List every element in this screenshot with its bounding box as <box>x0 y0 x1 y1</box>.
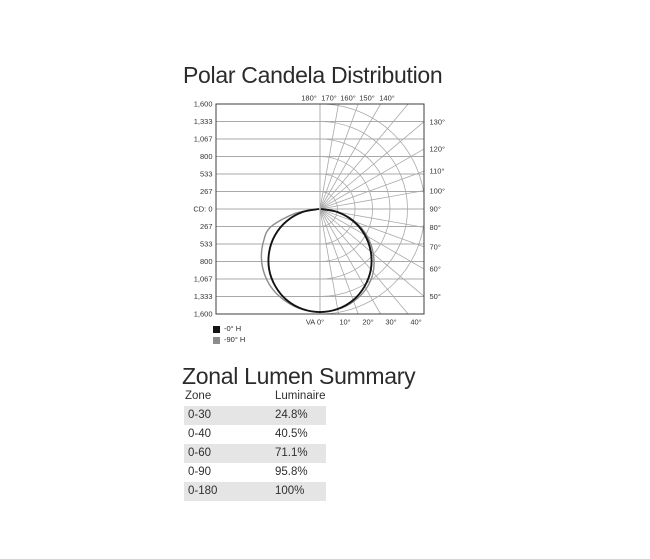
angle-tick-label: 160° <box>340 95 356 103</box>
zone-cell: 0-40 <box>188 428 212 440</box>
legend-swatch-0h <box>213 326 220 333</box>
angle-tick-label: VA 0° <box>305 317 325 327</box>
angle-tick-label: 30° <box>385 317 397 327</box>
radial-tick-label: 1,600 <box>193 309 213 319</box>
radial-tick-label: 800 <box>199 152 213 162</box>
table-row <box>184 482 326 501</box>
radial-tick-label: 533 <box>199 169 213 179</box>
angle-tick-label: 120° <box>429 144 446 154</box>
zone-cell: 0-30 <box>188 409 212 421</box>
angle-tick-label: 80° <box>429 222 441 232</box>
legend-item <box>213 324 245 334</box>
angle-tick-label: 60° <box>429 264 441 274</box>
radial-tick-label: 800 <box>199 257 213 267</box>
angle-tick-label: 100° <box>429 186 446 196</box>
polar-chart-title: Polar Candela Distribution <box>183 62 443 88</box>
zone-cell: 0-180 <box>188 485 218 497</box>
zonal-lumen-table <box>184 388 326 501</box>
column-header: Luminaire <box>275 390 326 402</box>
zonal-lumen-title: Zonal Lumen Summary <box>182 363 416 389</box>
angle-tick-label: 50° <box>429 291 441 301</box>
luminaire-cell: 95.8% <box>275 466 308 478</box>
angle-tick-label: 10° <box>339 317 351 327</box>
angle-tick-label: 110° <box>429 166 445 176</box>
radial-tick-label: 533 <box>199 239 213 249</box>
angle-tick-label: 90° <box>429 204 441 214</box>
table-row <box>184 406 326 425</box>
angle-tick-label: 180° <box>301 95 317 103</box>
angle-tick-label: 40° <box>410 317 422 327</box>
angle-tick-label: 130° <box>429 117 446 127</box>
radial-tick-label: 1,333 <box>193 292 213 302</box>
luminaire-cell: 40.5% <box>275 428 308 440</box>
angle-tick-label: 20° <box>362 317 374 327</box>
angle-tick-label: 150° <box>359 95 375 103</box>
legend-item <box>213 335 245 345</box>
radial-tick-label: 1,600 <box>193 99 213 109</box>
luminaire-cell: 71.1% <box>275 447 308 459</box>
polar-candela-chart <box>180 95 460 350</box>
angle-tick-label: 140° <box>379 95 395 103</box>
radial-tick-label: 1,067 <box>193 274 213 284</box>
table-row <box>184 463 326 482</box>
radial-tick-label: 1,333 <box>193 117 213 127</box>
table-row <box>184 425 326 444</box>
table-header-row <box>184 388 326 406</box>
radial-tick-label: CD: 0 <box>193 204 213 214</box>
legend-label: -90° H <box>224 335 246 344</box>
radial-tick-label: 267 <box>199 187 213 197</box>
legend-swatch-90h <box>213 337 220 344</box>
angle-tick-label: 70° <box>429 242 441 252</box>
radial-tick-label: 1,067 <box>193 134 213 144</box>
zone-cell: 0-60 <box>188 447 212 459</box>
luminaire-cell: 24.8% <box>275 409 308 421</box>
legend-label: -0° H <box>224 324 242 333</box>
chart-legend <box>213 324 245 346</box>
angle-tick-label: 170° <box>321 95 337 103</box>
radial-tick-label: 267 <box>199 222 213 232</box>
table-row <box>184 444 326 463</box>
column-header: Zone <box>185 390 212 402</box>
luminaire-cell: 100% <box>275 485 305 497</box>
zone-cell: 0-90 <box>188 466 212 478</box>
